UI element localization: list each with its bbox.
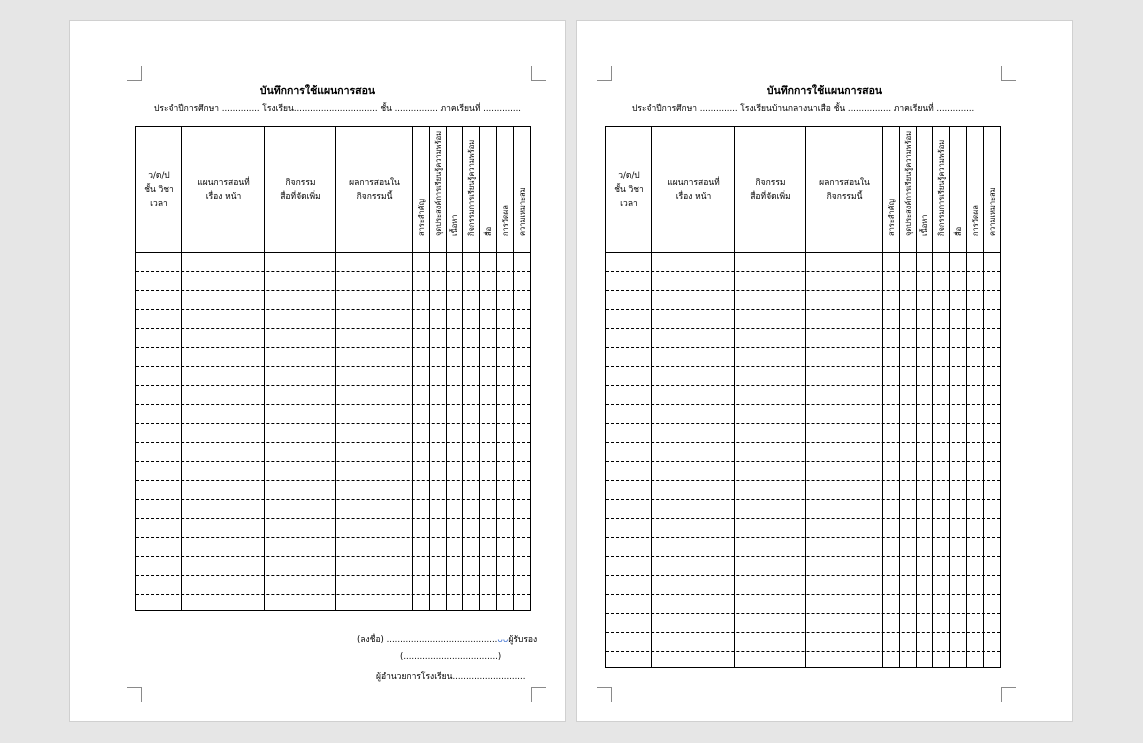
table-row-rule <box>136 366 530 367</box>
header-vertical-6: การวัดผล <box>500 205 510 236</box>
table-row-rule <box>136 347 530 348</box>
table-row-rule <box>606 537 1000 538</box>
table-row-rule <box>136 480 530 481</box>
crop-mark <box>597 687 612 702</box>
header-vertical-7: ความเหมาะสม <box>987 187 997 236</box>
table-row-rule <box>136 423 530 424</box>
header-vertical-6: การวัดผล <box>970 205 980 236</box>
lesson-log-table <box>605 126 1001 668</box>
document-page-1 <box>70 21 565 721</box>
column-divider <box>805 127 806 667</box>
signature-line-certifier: (ลงชื่อ) .........................................ᴗᴗผู้รับรอง <box>357 635 538 645</box>
table-row-rule <box>606 480 1000 481</box>
table-row-rule <box>606 556 1000 557</box>
header-vertical-2: จุดประสงค์การเรียนรู้ความพร้อม <box>903 130 913 236</box>
table-row-rule <box>606 613 1000 614</box>
header-vertical-3: เนื้อหา <box>450 214 459 236</box>
column-divider <box>966 127 967 667</box>
crop-mark <box>531 687 546 702</box>
crop-mark <box>597 66 612 81</box>
header-activity: กิจกรรม สื่อที่จัดเพิ่ม <box>280 177 321 202</box>
table-row-rule <box>136 556 530 557</box>
header-divider <box>136 252 530 253</box>
column-divider <box>651 127 652 667</box>
crop-mark <box>1001 687 1016 702</box>
table-row-rule <box>606 366 1000 367</box>
header-teaching-result: ผลการสอนใน กิจกรรมนี้ <box>819 177 870 202</box>
crop-mark <box>127 687 142 702</box>
header-vertical-4: กิจกรรมการเรียนรู้ความพร้อม <box>466 139 476 236</box>
header-vertical-5: สื่อ <box>953 226 963 236</box>
header-vertical-5: สื่อ <box>483 226 493 236</box>
table-row-rule <box>136 385 530 386</box>
column-divider <box>949 127 950 667</box>
table-row-rule <box>136 499 530 500</box>
lesson-log-table <box>135 126 531 611</box>
table-row-rule <box>136 271 530 272</box>
column-divider <box>882 127 883 667</box>
header-date-class: ว/ด/ป ชั้น วิชา เวลา <box>614 170 644 209</box>
document-title: บันทึกการใช้แผนการสอน <box>766 85 883 97</box>
document-subtitle: ประจำปีการศึกษา .............. โรงเรียน............................... ชั้น ................ ภาคเรียนที่ .............. <box>154 104 521 114</box>
document-title: บันทึกการใช้แผนการสอน <box>259 85 376 97</box>
table-row-rule <box>606 423 1000 424</box>
table-row-rule <box>136 594 530 595</box>
table-row-rule <box>136 518 530 519</box>
signature-position-director: ผู้อำนวยการโรงเรียน........................... <box>376 672 526 682</box>
table-row-rule <box>136 461 530 462</box>
table-row-rule <box>136 309 530 310</box>
spellcheck-squiggle: ᴗᴗ <box>497 635 509 645</box>
column-divider <box>734 127 735 667</box>
table-row-rule <box>606 347 1000 348</box>
table-row-rule <box>606 442 1000 443</box>
table-row-rule <box>136 404 530 405</box>
column-divider <box>916 127 917 667</box>
column-divider <box>899 127 900 667</box>
table-row-rule <box>606 575 1000 576</box>
header-divider <box>606 252 1000 253</box>
table-row-rule <box>136 328 530 329</box>
header-vertical-1: สาระสำคัญ <box>886 198 896 236</box>
table-row-rule <box>136 575 530 576</box>
crop-mark <box>1001 66 1016 81</box>
table-row-rule <box>606 651 1000 652</box>
document-page-2 <box>577 21 1072 721</box>
signature-name-blank: (...................................) <box>400 652 502 662</box>
crop-mark <box>127 66 142 81</box>
table-row-rule <box>606 518 1000 519</box>
table-row-rule <box>136 290 530 291</box>
table-row-rule <box>606 404 1000 405</box>
table-row-rule <box>606 499 1000 500</box>
header-vertical-2: จุดประสงค์การเรียนรู้ความพร้อม <box>433 130 443 236</box>
table-row-rule <box>606 328 1000 329</box>
column-divider <box>932 127 933 667</box>
table-row-rule <box>606 461 1000 462</box>
table-row-rule <box>606 271 1000 272</box>
header-date-class: ว/ด/ป ชั้น วิชา เวลา <box>144 170 174 209</box>
table-row-rule <box>606 594 1000 595</box>
header-lesson-plan: แผนการสอนที่ เรื่อง หน้า <box>197 177 250 202</box>
crop-mark <box>531 66 546 81</box>
column-divider <box>983 127 984 667</box>
header-teaching-result: ผลการสอนใน กิจกรรมนี้ <box>349 177 400 202</box>
table-row-rule <box>606 385 1000 386</box>
table-row-rule <box>606 309 1000 310</box>
table-row-rule <box>606 290 1000 291</box>
table-row-rule <box>606 632 1000 633</box>
table-row-rule <box>136 442 530 443</box>
header-vertical-7: ความเหมาะสม <box>517 187 527 236</box>
header-vertical-1: สาระสำคัญ <box>416 198 426 236</box>
header-activity: กิจกรรม สื่อที่จัดเพิ่ม <box>750 177 791 202</box>
table-row-rule <box>136 537 530 538</box>
header-vertical-3: เนื้อหา <box>920 214 929 236</box>
header-vertical-4: กิจกรรมการเรียนรู้ความพร้อม <box>936 139 946 236</box>
document-subtitle: ประจำปีการศึกษา .............. โรงเรียนบ้านกลางนาเสือ ชั้น ................ ภาคเรียนที่ .............. <box>632 104 975 114</box>
header-lesson-plan: แผนการสอนที่ เรื่อง หน้า <box>667 177 720 202</box>
